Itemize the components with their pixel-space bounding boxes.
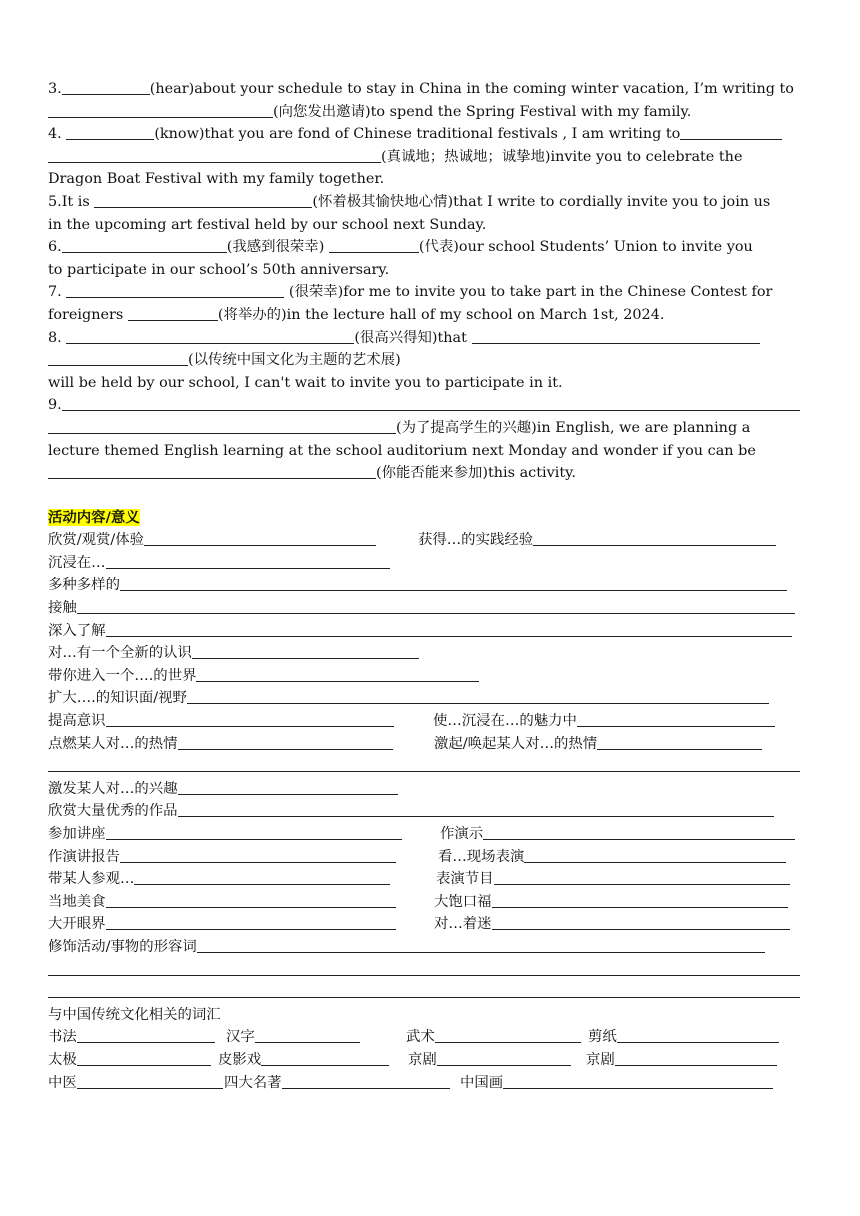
culture-chinese-painting-blank[interactable] bbox=[503, 1074, 773, 1089]
vocab-eye-opening-blank[interactable] bbox=[106, 915, 396, 930]
exercise-8-line-3: will be held by our school, I can't wait to invite you to participate in it. bbox=[48, 374, 563, 391]
exercise-3-blank-1[interactable] bbox=[62, 80, 150, 95]
culture-peking-opera-blank[interactable] bbox=[437, 1051, 571, 1066]
culture-shadow-play-label: 皮影戏 bbox=[218, 1051, 262, 1068]
vocab-fascinated-label: 对…着迷 bbox=[434, 916, 492, 933]
culture-characters-cell bbox=[226, 1026, 360, 1049]
culture-paper-cutting-blank[interactable] bbox=[617, 1028, 779, 1043]
vocab-speech-blank[interactable] bbox=[120, 848, 396, 863]
exercise-8-blank-2[interactable] bbox=[472, 329, 760, 344]
vocab-immerse-label: 沉浸在… bbox=[48, 554, 106, 571]
culture-shadow-play-cell bbox=[218, 1049, 389, 1072]
exercise-9-blank-3[interactable] bbox=[48, 464, 376, 479]
vocab-row-eye-opening bbox=[48, 913, 810, 936]
vocab-local-food-blank[interactable] bbox=[106, 893, 396, 908]
vocab-row-various bbox=[48, 574, 810, 597]
vocab-feast-cell bbox=[434, 891, 788, 914]
culture-peking-opera-cell bbox=[408, 1049, 571, 1072]
culture-calligraphy-label: 书法 bbox=[48, 1029, 77, 1046]
vocab-immerse-blank[interactable] bbox=[106, 554, 390, 569]
vocab-raise-awareness-label: 提高意识 bbox=[48, 713, 106, 730]
culture-row-1 bbox=[48, 1026, 810, 1049]
vocab-row-new-understanding bbox=[48, 642, 810, 665]
culture-four-classics-blank[interactable] bbox=[282, 1074, 450, 1089]
exercise-8-number: 8. bbox=[48, 329, 62, 346]
vocab-appreciate-blank[interactable] bbox=[144, 531, 376, 546]
exercise-9-line-4 bbox=[48, 462, 810, 485]
culture-characters-label: 汉字 bbox=[226, 1029, 255, 1046]
exercise-7-line-2-start: foreigners bbox=[48, 306, 124, 323]
exercise-4-blank-1[interactable] bbox=[66, 125, 154, 140]
vocab-immerse-charm-label: 使…沉浸在…的魅力中 bbox=[433, 713, 577, 730]
vocab-gain-experience-blank[interactable] bbox=[533, 531, 776, 546]
exercise-7-blank-1[interactable] bbox=[66, 283, 284, 298]
culture-peking-opera-2-blank[interactable] bbox=[615, 1051, 777, 1066]
vocab-fascinated-blank[interactable] bbox=[492, 915, 790, 930]
vocab-enjoy-works-blank[interactable] bbox=[178, 802, 774, 817]
culture-row-3 bbox=[48, 1072, 810, 1095]
vocab-row-ignite bbox=[48, 733, 810, 756]
exercise-9-line-1 bbox=[48, 394, 810, 417]
exercise-4-blank-2[interactable] bbox=[680, 125, 782, 140]
exercise-5-blank-1[interactable] bbox=[94, 193, 312, 208]
vocab-broaden-label: 扩大….的知识面/视野 bbox=[48, 690, 187, 707]
vocab-perform-label: 表演节目 bbox=[436, 871, 494, 888]
culture-martial-arts-label: 武术 bbox=[406, 1029, 435, 1046]
vocab-bring-world-label: 带你进入一个….的世界 bbox=[48, 667, 197, 684]
vocab-row-speech bbox=[48, 846, 810, 869]
culture-taichi-label: 太极 bbox=[48, 1051, 77, 1068]
vocab-attend-lecture-label: 参加讲座 bbox=[48, 826, 106, 842]
exercise-5-line-1 bbox=[48, 191, 810, 214]
vocab-various-label: 多种多样的 bbox=[48, 577, 120, 594]
culture-martial-arts-blank[interactable] bbox=[435, 1028, 581, 1043]
vocab-arouse-blank[interactable] bbox=[597, 735, 762, 750]
exercise-7-hint-2: (将举办的)in the lecture hall of my school on March 1st, 2024. bbox=[217, 306, 665, 323]
vocab-row-attend-lecture bbox=[48, 823, 810, 846]
worksheet-page bbox=[48, 78, 810, 1094]
exercise-8-blank-1[interactable] bbox=[66, 329, 354, 344]
vocab-in-depth-label: 深入了解 bbox=[48, 622, 106, 639]
exercise-7-number: 7. bbox=[48, 284, 62, 301]
vocab-heading: 活动内容/意义 bbox=[48, 508, 140, 526]
vocab-demonstrate-blank[interactable] bbox=[483, 825, 795, 840]
vocab-live-show-blank[interactable] bbox=[524, 848, 786, 863]
vocab-demonstrate-label: 作演示 bbox=[440, 826, 484, 842]
exercise-5-number: 5.It is bbox=[48, 193, 90, 210]
vocab-row-raise-awareness bbox=[48, 710, 810, 733]
vocab-stimulate-label: 激发某人对…的兴趣 bbox=[48, 780, 178, 797]
vocab-ignite-blank[interactable] bbox=[178, 735, 393, 750]
vocab-contact-label: 接触 bbox=[48, 600, 77, 617]
exercise-6-hint-1: (我感到很荣幸) bbox=[226, 239, 325, 256]
vocab-row-immerse bbox=[48, 552, 810, 575]
vocab-attend-lecture-blank[interactable] bbox=[106, 825, 402, 840]
vocab-speech-label: 作演讲报告 bbox=[48, 848, 120, 865]
vocab-perform-blank[interactable] bbox=[494, 870, 790, 885]
vocab-gain-experience-label: 获得…的实践经验 bbox=[418, 532, 534, 549]
vocab-row-local-food bbox=[48, 891, 810, 914]
vocab-local-food-label: 当地美食 bbox=[48, 893, 106, 910]
exercise-4-number: 4. bbox=[48, 126, 62, 143]
exercise-9-line-2 bbox=[48, 417, 810, 440]
exercise-6-line-2: to participate in our school’s 50th anniversary. bbox=[48, 261, 390, 278]
vocab-perform-cell bbox=[436, 868, 790, 891]
culture-characters-blank[interactable] bbox=[255, 1028, 360, 1043]
exercise-4-hint-1: (know)that you are fond of Chinese traditional festivals , I am writing to bbox=[154, 126, 681, 143]
exercise-8-line-2 bbox=[48, 349, 810, 372]
vocab-raise-awareness-blank[interactable] bbox=[106, 712, 394, 727]
exercise-5-hint-1: (怀着极其愉快地心情)that I write to cordially invite you to join us bbox=[312, 193, 771, 210]
vocab-heading-line bbox=[48, 507, 810, 530]
vocab-in-depth-blank[interactable] bbox=[106, 622, 792, 637]
vocab-row-in-depth bbox=[48, 620, 810, 643]
vocab-row-bring-world bbox=[48, 665, 810, 688]
exercise-3-number: 3. bbox=[48, 81, 62, 97]
exercise-8-hint-2: (以传统中国文化为主题的艺术展) bbox=[188, 352, 401, 369]
vocab-feast-label: 大饱口福 bbox=[434, 893, 492, 910]
exercise-5-line-2: in the upcoming art festival held by our school next Sunday. bbox=[48, 216, 487, 233]
culture-paper-cutting-cell bbox=[588, 1026, 779, 1049]
culture-tcm-label: 中医 bbox=[48, 1074, 77, 1091]
culture-chinese-painting-label: 中国画 bbox=[460, 1074, 504, 1091]
exercise-4-hint-2: (真诚地；热诚地；诚挚地)invite you to celebrate the bbox=[381, 148, 743, 165]
exercise-9-number: 9. bbox=[48, 397, 62, 414]
exercise-3-line-2 bbox=[48, 101, 810, 124]
vocab-new-understanding-blank[interactable] bbox=[192, 644, 419, 659]
culture-row-2 bbox=[48, 1049, 810, 1072]
culture-shadow-play-blank[interactable] bbox=[261, 1051, 389, 1066]
exercise-6-hint-2: (代表)our school Students’ Union to invite you bbox=[418, 239, 753, 256]
vocab-appreciate-label: 欣赏/观赏/体验 bbox=[48, 532, 145, 549]
vocab-immerse-charm-cell bbox=[433, 710, 775, 733]
vocab-row-appreciate bbox=[48, 529, 810, 552]
exercise-3-line-1 bbox=[48, 78, 810, 101]
culture-martial-arts-cell bbox=[406, 1026, 581, 1049]
culture-four-classics-label: 四大名著 bbox=[224, 1074, 282, 1091]
vocab-gain-experience-cell bbox=[418, 529, 776, 552]
culture-four-classics-cell bbox=[224, 1072, 450, 1095]
exercise-8-blank-3[interactable] bbox=[48, 351, 188, 366]
vocab-adjectives-blank[interactable] bbox=[197, 938, 765, 953]
vocab-eye-opening-label: 大开眼界 bbox=[48, 916, 106, 933]
exercise-4-blank-3[interactable] bbox=[48, 148, 381, 163]
culture-peking-opera-2-label: 京剧 bbox=[586, 1051, 615, 1068]
exercise-4-line-3: Dragon Boat Festival with my family together. bbox=[48, 171, 385, 188]
exercise-4-line-1 bbox=[48, 123, 810, 146]
exercise-7-blank-2[interactable] bbox=[128, 306, 218, 321]
vocab-arouse-label: 激起/唤起某人对…的热情 bbox=[434, 735, 598, 752]
vocab-enjoy-works-label: 欣赏大量优秀的作品 bbox=[48, 803, 178, 820]
vocab-live-show-cell bbox=[438, 846, 786, 869]
vocab-row-stimulate bbox=[48, 778, 810, 801]
vocab-show-around-label: 带某人参观… bbox=[48, 871, 135, 888]
exercise-6-blank-2[interactable] bbox=[329, 238, 419, 253]
vocab-stimulate-blank[interactable] bbox=[178, 780, 398, 795]
exercise-6-line-1 bbox=[48, 236, 810, 259]
exercise-7-line-1 bbox=[48, 281, 810, 304]
vocab-fascinated-cell bbox=[434, 913, 790, 936]
vocab-extra-blank-3[interactable] bbox=[48, 983, 800, 998]
vocab-immerse-charm-blank[interactable] bbox=[577, 712, 775, 727]
exercise-9-blank-2[interactable] bbox=[48, 419, 396, 434]
exercise-7-hint-1: (很荣幸)for me to invite you to take part in the Chinese Contest for bbox=[288, 284, 773, 301]
culture-heading: 与中国传统文化相关的词汇 bbox=[48, 1006, 221, 1023]
vocab-various-blank[interactable] bbox=[120, 576, 787, 591]
vocab-extra-blank-2[interactable] bbox=[48, 961, 800, 976]
culture-chinese-painting-cell bbox=[460, 1072, 773, 1095]
vocab-live-show-label: 看…现场表演 bbox=[438, 848, 525, 865]
exercise-9-hint-2: (你能否能来参加)this activity. bbox=[376, 465, 576, 482]
vocab-bring-world-blank[interactable] bbox=[196, 667, 479, 682]
vocab-row-extra-blank-1 bbox=[48, 755, 810, 778]
exercise-6-blank-1[interactable] bbox=[62, 238, 227, 253]
vocab-row-contact bbox=[48, 597, 810, 620]
vocab-row-broaden bbox=[48, 687, 810, 710]
vocab-row-extra-blank-2 bbox=[48, 959, 810, 982]
vocab-extra-blank-1[interactable] bbox=[48, 757, 800, 772]
vocab-arouse-cell bbox=[434, 733, 762, 756]
culture-calligraphy-blank[interactable] bbox=[77, 1028, 215, 1043]
exercise-9-blank-1[interactable] bbox=[62, 396, 800, 411]
culture-tcm-blank[interactable] bbox=[77, 1074, 223, 1089]
exercise-7-line-2 bbox=[48, 304, 810, 327]
vocab-new-understanding-label: 对…有一个全新的认识 bbox=[48, 645, 192, 662]
vocab-contact-blank[interactable] bbox=[77, 599, 795, 614]
vocab-adjectives-label: 修饰活动/事物的形容词 bbox=[48, 938, 197, 955]
vocab-feast-blank[interactable] bbox=[492, 893, 788, 908]
exercise-3-blank-2[interactable] bbox=[48, 103, 273, 118]
vocab-row-show-around bbox=[48, 868, 810, 891]
vocab-broaden-blank[interactable] bbox=[187, 689, 769, 704]
exercise-9-hint-1: (为了提高学生的兴趣)in English, we are planning a bbox=[396, 419, 751, 436]
exercise-3-hint-1: (hear)about your schedule to stay in China in the coming winter vacation, I’m writing to bbox=[149, 81, 794, 97]
culture-peking-opera-label: 京剧 bbox=[408, 1051, 437, 1068]
vocab-ignite-label: 点燃某人对…的热情 bbox=[48, 735, 178, 752]
exercise-6-number: 6. bbox=[48, 239, 62, 256]
exercise-8-hint-1: (很高兴得知)that bbox=[354, 329, 467, 346]
vocab-row-enjoy-works bbox=[48, 800, 810, 823]
exercise-4-line-2 bbox=[48, 146, 810, 169]
culture-peking-opera-2-cell bbox=[586, 1049, 777, 1072]
culture-paper-cutting-label: 剪纸 bbox=[588, 1029, 617, 1046]
vocab-row-adjectives bbox=[48, 936, 810, 959]
vocab-show-around-blank[interactable] bbox=[134, 870, 390, 885]
vocab-demonstrate-cell bbox=[440, 823, 795, 846]
exercise-8-line-1 bbox=[48, 327, 810, 350]
culture-taichi-blank[interactable] bbox=[77, 1051, 211, 1066]
exercise-9-line-3: lecture themed English learning at the school auditorium next Monday and wonder if you can be bbox=[48, 442, 756, 459]
vocab-row-extra-blank-3 bbox=[48, 981, 810, 1004]
exercise-3-hint-2: (向您发出邀请)to spend the Spring Festival with my family. bbox=[273, 103, 692, 120]
